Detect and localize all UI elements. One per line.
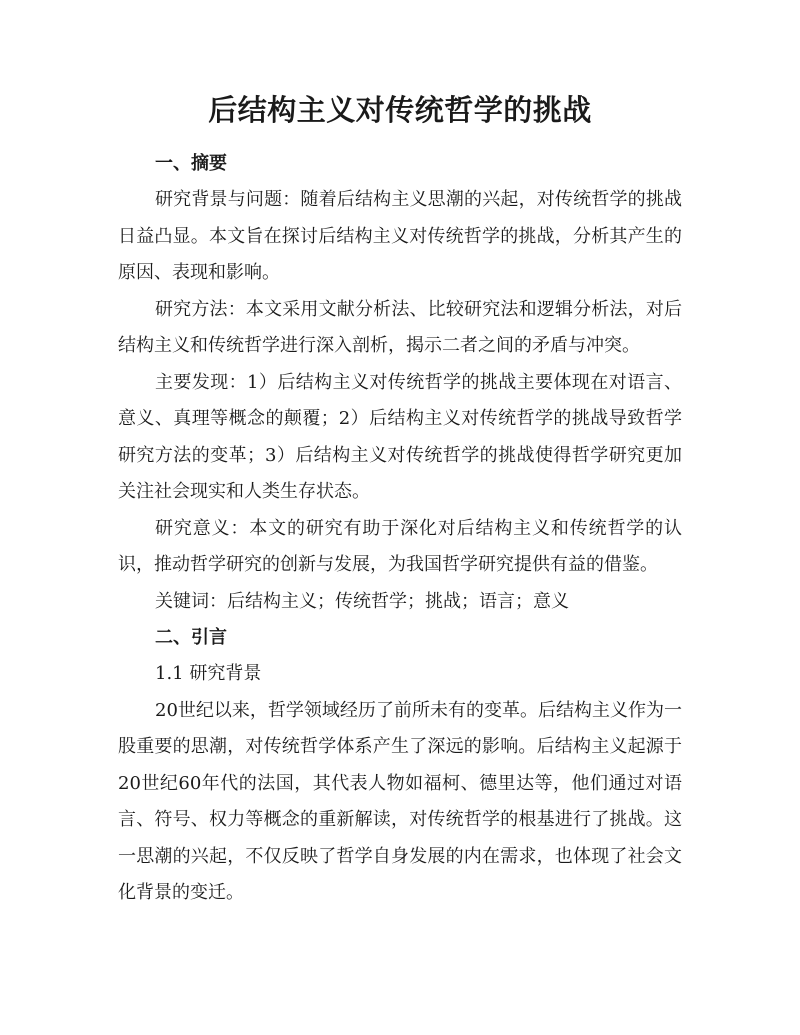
subsection-title-background: 1.1 研究背景 (155, 663, 262, 684)
abstract-paragraph-significance: 研究意义：本文的研究有助于深化对后结构主义和传统哲学的认识，推动哲学研究的创新与发展，为我国哲学研究提供有益的借鉴。 (118, 517, 682, 575)
section-heading-introduction: 二、引言 (155, 627, 227, 648)
document-page (118, 88, 682, 912)
section-heading-abstract: 一、摘要 (155, 153, 227, 174)
abstract-paragraph-findings: 主要发现：1）后结构主义对传统哲学的挑战主要体现在对语言、意义、真理等概念的颠覆；2）后结构主义对传统哲学的挑战导致哲学研究方法的变革；3）后结构主义对传统哲学的挑战使得哲学研究更加关注社会现实和人类生存状态。 (118, 371, 682, 502)
document-title: 后结构主义对传统哲学的挑战 (208, 93, 592, 127)
introduction-paragraph-background: 20世纪以来，哲学领域经历了前所未有的变革。后结构主义作为一股重要的思潮，对传统哲学体系产生了深远的影响。后结构主义起源于20世纪60年代的法国，其代表人物如福柯、德里达等，他们通过对语言、符号、权力等概念的重新解读，对传统哲学的根基进行了挑战。这一思潮的兴起，不仅反映了哲学自身发展的内在需求，也体现了社会文化背景的变迁。 (118, 699, 682, 903)
keywords-line: 关键词：后结构主义；传统哲学；挑战；语言；意义 (155, 590, 569, 612)
abstract-paragraph-background: 研究背景与问题：随着后结构主义思潮的兴起，对传统哲学的挑战日益凸显。本文旨在探讨后结构主义对传统哲学的挑战，分析其产生的原因、表现和影响。 (118, 189, 682, 283)
abstract-paragraph-methods: 研究方法：本文采用文献分析法、比较研究法和逻辑分析法，对后结构主义和传统哲学进行深入剖析，揭示二者之间的矛盾与冲突。 (118, 298, 682, 356)
